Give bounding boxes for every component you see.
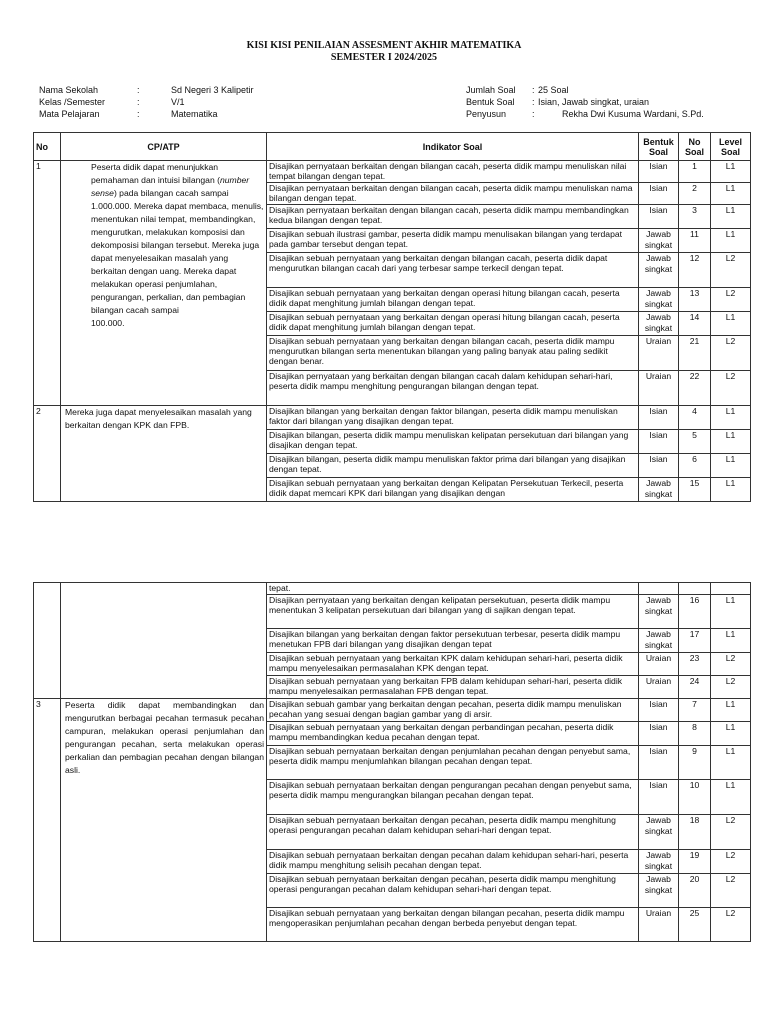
info-value: Isian, Jawab singkat, uraian	[538, 97, 650, 107]
table-row	[34, 406, 751, 430]
indikator-cell: tepat.	[267, 583, 639, 595]
info-value: Matematika	[171, 109, 218, 119]
bentuk-cell: Jawab singkat	[639, 478, 679, 502]
info-row-school	[39, 84, 254, 96]
table-header-row	[34, 133, 751, 161]
nosoal-cell: 1	[679, 161, 711, 183]
nosoal-cell: 15	[679, 478, 711, 502]
bentuk-cell: Jawab singkat	[639, 229, 679, 253]
bentuk-cell: Uraian	[639, 676, 679, 699]
indikator-cell: Disajikan sebuah pernyataan yang berkaitan FPB dalam kehidupan sehari-hari, peserta didik mampu menyelesaikan permasalahan FPB dengan tepat.	[267, 676, 639, 699]
indikator-cell: Disajikan sebuah pernyataan yang berkaitan KPK dalam kehidupan sehari-hari, peserta didik mampu menyelesaikan permasalahan KPK dengan tepat.	[267, 653, 639, 676]
info-label: Nama Sekolah	[39, 85, 99, 95]
indikator-cell: Disajikan bilangan yang berkaitan dengan faktor persekutuan terbesar, peserta didik mampu menetukan FPB dari bilangan yang disajikan dengan tepat	[267, 629, 639, 653]
level-cell: L1	[711, 478, 751, 502]
level-cell: L1	[711, 699, 751, 722]
level-cell: L1	[711, 312, 751, 336]
indikator-cell: Disajikan sebuah gambar yang berkaitan dengan pecahan, peserta didik mampu menuliskan pecahan yang sesuai dengan bagian gambar yang di arsir.	[267, 699, 639, 722]
indikator-cell: Disajikan pernyataan berkaitan dengan bilangan cacah, peserta didik mampu menuliskan nama bilangan dengan tepat.	[267, 183, 639, 205]
row-number	[34, 583, 61, 699]
nosoal-cell: 4	[679, 406, 711, 430]
level-cell: L1	[711, 205, 751, 229]
info-row-form	[466, 96, 704, 108]
info-row-count	[466, 84, 704, 96]
bentuk-cell: Isian	[639, 161, 679, 183]
info-separator: :	[532, 85, 535, 95]
level-cell: L1	[711, 430, 751, 454]
grid-table-part-1	[33, 132, 751, 502]
info-separator: :	[137, 109, 140, 119]
cp-text	[61, 406, 267, 502]
info-value: 25 Soal	[538, 85, 569, 95]
document-subtitle: SEMESTER I 2024/2025	[330, 52, 438, 63]
cp-text	[61, 161, 267, 406]
nosoal-cell	[679, 583, 711, 595]
indikator-cell: Disajikan sebuah ilustrasi gambar, peserta didik mampu menulisakan bilangan yang terdapat pada gambar tersebut dengan tepat.	[267, 229, 639, 253]
info-row-author	[466, 108, 704, 120]
indikator-cell: Disajikan sebuah pernyataan berkaitan dengan pecahan, peserta didik mampu menghitung operasi pengurangan pecahan dalam kehidupan sehari-hari dengan tepat.	[267, 874, 639, 908]
level-cell: L2	[711, 676, 751, 699]
table-row	[34, 583, 751, 595]
nosoal-cell: 5	[679, 430, 711, 454]
bentuk-cell: Isian	[639, 746, 679, 780]
bentuk-cell: Isian	[639, 454, 679, 478]
school-info	[39, 84, 254, 120]
cp-text-part: Mereka juga dapat menyelesaikan masalah yang berkaitan dengan KPK dan FPB.	[65, 407, 252, 430]
bentuk-cell: Uraian	[639, 653, 679, 676]
nosoal-cell: 11	[679, 229, 711, 253]
level-cell: L1	[711, 746, 751, 780]
level-cell: L2	[711, 371, 751, 406]
row-number: 1	[34, 161, 61, 406]
nosoal-cell: 8	[679, 722, 711, 746]
table-row	[34, 161, 751, 183]
grid-table-part-2	[33, 582, 751, 942]
exam-info	[466, 84, 704, 120]
level-cell: L1	[711, 183, 751, 205]
bentuk-cell: Jawab singkat	[639, 815, 679, 850]
nosoal-cell: 22	[679, 371, 711, 406]
nosoal-cell: 19	[679, 850, 711, 874]
nosoal-cell: 25	[679, 908, 711, 942]
nosoal-cell: 9	[679, 746, 711, 780]
header-indikator: Indikator Soal	[267, 133, 639, 161]
info-separator: :	[137, 85, 140, 95]
indikator-cell: Disajikan pernyataan berkaitan dengan bilangan cacah, peserta didik mampu membandingkan kedua bilangan dengan tepat.	[267, 205, 639, 229]
indikator-cell: Disajikan sebuah pernyataan yang berkaitan dengan bilangan cacah, peserta didik mampu mengurutkan bilangan serta menentukan bilangan yang paling banyak atau paling sedikit dengan benar.	[267, 336, 639, 371]
info-label: Penyusun	[466, 109, 507, 119]
indikator-cell: Disajikan sebuah pernyataan berkaitan dengan penjumlahan pecahan dengan penyebut sama, peserta didik mampu menjumlahkan bilangan pecahan dengan tepat.	[267, 746, 639, 780]
indikator-cell: Disajikan sebuah pernyataan yang berkaitan dengan operasi hitung bilangan cacah, peserta didik dapat menghitung jumlah bilangan dengan tepat.	[267, 312, 639, 336]
bentuk-cell: Jawab singkat	[639, 253, 679, 288]
info-separator: :	[532, 97, 535, 107]
nosoal-cell: 3	[679, 205, 711, 229]
nosoal-cell: 21	[679, 336, 711, 371]
nosoal-cell: 12	[679, 253, 711, 288]
info-value: V/1	[171, 97, 185, 107]
bentuk-cell: Uraian	[639, 371, 679, 406]
bentuk-cell: Jawab singkat	[639, 874, 679, 908]
level-cell: L1	[711, 454, 751, 478]
cp-text	[61, 699, 267, 942]
info-label: Jumlah Soal	[466, 85, 516, 95]
indikator-cell: Disajikan pernyataan berkaitan dengan bilangan cacah, peserta didik mampu menuliskan nilai tempat bilangan dengan tepat.	[267, 161, 639, 183]
header-nosoal: No Soal	[679, 133, 711, 161]
level-cell: L1	[711, 595, 751, 629]
level-cell: L2	[711, 908, 751, 942]
info-label: Bentuk Soal	[466, 97, 515, 107]
indikator-cell: Disajikan sebuah pernyataan yang berkaitan dengan perbandingan pecahan, peserta didik mampu membandingkan kedua pecahan dengan tepat.	[267, 722, 639, 746]
indikator-cell: Disajikan bilangan yang berkaitan dengan faktor bilangan, peserta didik mampu menuliskan faktor dari bilangan yang disajikan dengan tepat.	[267, 406, 639, 430]
bentuk-cell: Uraian	[639, 908, 679, 942]
nosoal-cell: 14	[679, 312, 711, 336]
cp-text-part: 100.000.	[91, 318, 125, 328]
nosoal-cell: 23	[679, 653, 711, 676]
indikator-cell: Disajikan bilangan, peserta didik mampu menuliskan kelipatan persekutuan dari bilangan yang disajikan dengan tepat.	[267, 430, 639, 454]
bentuk-cell: Isian	[639, 406, 679, 430]
cp-text-part: Peserta didik dapat membandingkan dan mengurutkan berbagai pecahan termasuk pecahan campuran, melakukan operasi penjumlahan dan pengurangan pecahan, serta melakukan operasi perkalian dan pembagian pecahan dengan bilangan asli.	[65, 700, 264, 775]
level-cell	[711, 583, 751, 595]
info-value: Rekha Dwi Kusuma Wardani, S.Pd.	[562, 109, 704, 119]
nosoal-cell: 24	[679, 676, 711, 699]
info-label: Mata Pelajaran	[39, 109, 100, 119]
header-no: No	[34, 133, 61, 161]
cp-text-emphasis: number sense	[91, 175, 250, 198]
info-row-class	[39, 96, 254, 108]
level-cell: L1	[711, 629, 751, 653]
nosoal-cell: 10	[679, 780, 711, 815]
level-cell: L2	[711, 653, 751, 676]
level-cell: L2	[711, 253, 751, 288]
info-row-subject	[39, 108, 254, 120]
indikator-cell: Disajikan sebuah pernyataan yang berkaitan dengan bilangan pecahan, peserta didik mampu mengoperasikan penjumlahan pecahan dengan berbeda penyebut dengan tepat.	[267, 908, 639, 942]
bentuk-cell: Jawab singkat	[639, 629, 679, 653]
header-cp: CP/ATP	[61, 133, 267, 161]
level-cell: L2	[711, 336, 751, 371]
nosoal-cell: 18	[679, 815, 711, 850]
bentuk-cell: Isian	[639, 780, 679, 815]
nosoal-cell: 7	[679, 699, 711, 722]
indikator-cell: Disajikan sebuah pernyataan berkaitan dengan pecahan dalam kehidupan sehari-hari, peserta didik mampu menghitung selisih pecahan dengan tepat.	[267, 850, 639, 874]
nosoal-cell: 20	[679, 874, 711, 908]
row-number: 2	[34, 406, 61, 502]
bentuk-cell: Jawab singkat	[639, 595, 679, 629]
indikator-cell: Disajikan sebuah pernyataan yang berkaitan dengan operasi hitung bilangan cacah, peserta didik dapat menghitung jumlah bilangan dengan tepat.	[267, 288, 639, 312]
indikator-cell: Disajikan sebuah pernyataan yang berkaitan dengan bilangan cacah, peserta didik dapat mengurutkan bilangan cacah dari yang terbesar sampe terkecil dengan tepat.	[267, 253, 639, 288]
bentuk-cell	[639, 583, 679, 595]
level-cell: L2	[711, 815, 751, 850]
bentuk-cell: Isian	[639, 430, 679, 454]
cp-text-part: Peserta didik dapat menunjukkan pemahaman dan intuisi bilangan (	[91, 162, 220, 185]
bentuk-cell: Jawab singkat	[639, 288, 679, 312]
indikator-cell: Disajikan pernyataan yang berkaitan dengan kelipatan persekutuan, peserta didik mampu menentukan 3 kelipatan persekutuan dari bilangan yang di sajikan dengan tepat.	[267, 595, 639, 629]
indikator-cell: Disajikan sebuah pernyataan yang berkaitan dengan Kelipatan Persekutuan Terkecil, peserta didik dapat memcari KPK dari bilangan yang disajikan dengan	[267, 478, 639, 502]
bentuk-cell: Isian	[639, 183, 679, 205]
info-separator: :	[137, 97, 140, 107]
level-cell: L1	[711, 229, 751, 253]
cp-text	[61, 583, 267, 699]
indikator-cell: Disajikan bilangan, peserta didik mampu menuliskan faktor prima dari bilangan yang disajikan dengan tepat.	[267, 454, 639, 478]
level-cell: L1	[711, 780, 751, 815]
nosoal-cell: 17	[679, 629, 711, 653]
bentuk-cell: Isian	[639, 699, 679, 722]
info-label: Kelas /Semester	[39, 97, 106, 107]
bentuk-cell: Jawab singkat	[639, 312, 679, 336]
bentuk-cell: Isian	[639, 722, 679, 746]
info-value: Sd Negeri 3 Kalipetir	[171, 85, 254, 95]
cp-text-part: ) pada bilangan cacah sampai 1.000.000. Mereka dapat membaca, menulis, menentukan nilai tempat, membandingkan, mengurutkan, melakukan komposisi dan dekomposisi bilangan tersebut. Mereka juga dapat menyelesaikan masalah yang berkaitan dengan uang. Mereka dapat melakukan operasi penjumlahan, pengurangan, perkalian, dan pembagian bilangan cacah sampai	[91, 188, 264, 315]
nosoal-cell: 13	[679, 288, 711, 312]
nosoal-cell: 6	[679, 454, 711, 478]
indikator-cell: Disajikan sebuah pernyataan berkaitan dengan pecahan, peserta didik mampu menghitung operasi pengurangan pecahan dalam kehidupan sehari-hari dengan tepat.	[267, 815, 639, 850]
bentuk-cell: Uraian	[639, 336, 679, 371]
document-title: KISI KISI PENILAIAN ASSESMENT AKHIR MATEMATIKA	[246, 40, 522, 51]
table-row	[34, 699, 751, 722]
row-number: 3	[34, 699, 61, 942]
header-level: Level Soal	[711, 133, 751, 161]
level-cell: L2	[711, 850, 751, 874]
nosoal-cell: 16	[679, 595, 711, 629]
info-separator: :	[532, 109, 535, 119]
bentuk-cell: Isian	[639, 205, 679, 229]
level-cell: L2	[711, 874, 751, 908]
header-bentuk: Bentuk Soal	[639, 133, 679, 161]
level-cell: L1	[711, 161, 751, 183]
level-cell: L1	[711, 406, 751, 430]
level-cell: L2	[711, 288, 751, 312]
indikator-cell: Disajikan pernyataan yang berkaitan dengan bilangan cacah dalam kehidupan sehari-hari, peserta didik mampu menghitung pengurangan bilangan dengan tepat.	[267, 371, 639, 406]
bentuk-cell: Jawab singkat	[639, 850, 679, 874]
level-cell: L1	[711, 722, 751, 746]
nosoal-cell: 2	[679, 183, 711, 205]
indikator-cell: Disajikan sebuah pernyataan berkaitan dengan pengurangan pecahan dengan penyebut sama, peserta didik mampu mengurangkan bilangan pecahan dengan tepat.	[267, 780, 639, 815]
